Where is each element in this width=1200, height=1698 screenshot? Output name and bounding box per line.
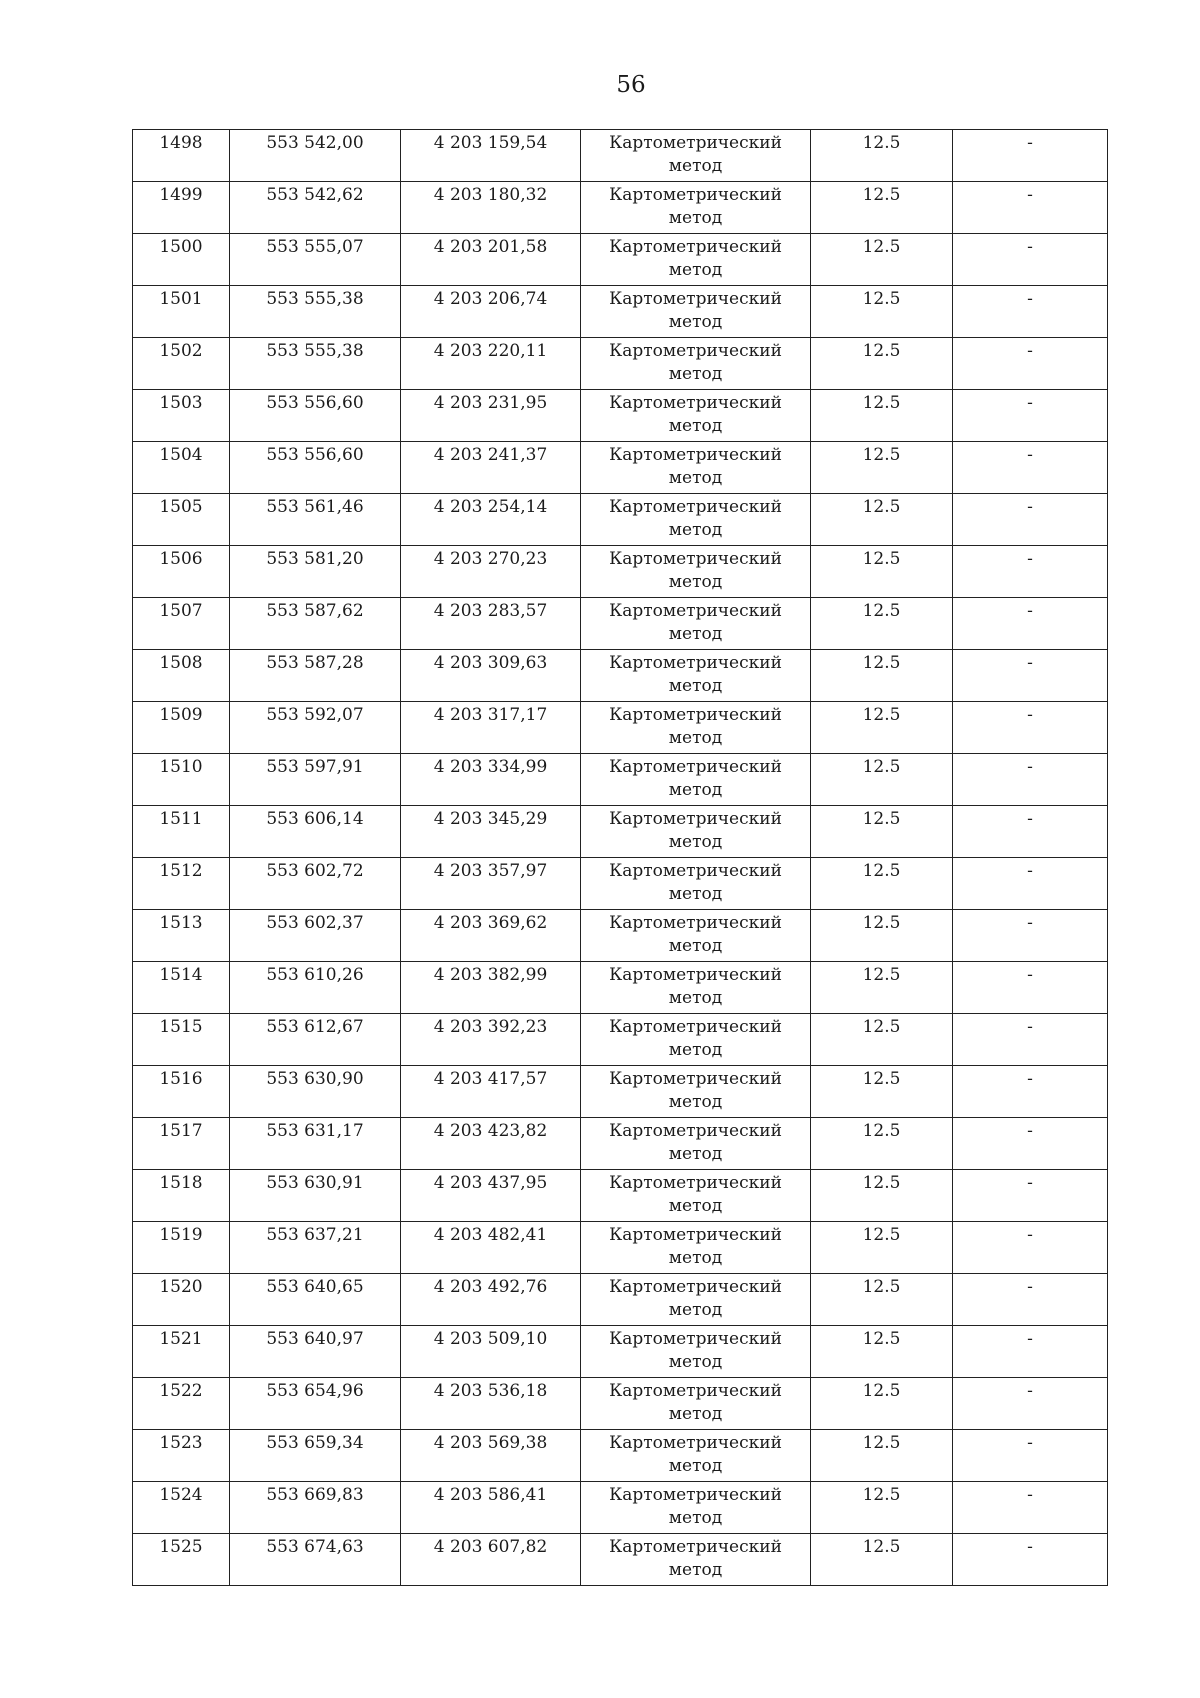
method-cell bbox=[581, 494, 811, 546]
y-coordinate-cell: 4 203 536,18 bbox=[401, 1378, 581, 1430]
point-number-cell: 1504 bbox=[133, 442, 230, 494]
table-row bbox=[133, 1274, 1108, 1326]
method-cell bbox=[581, 702, 811, 754]
description-cell: - bbox=[953, 1430, 1108, 1482]
point-number-cell: 1514 bbox=[133, 962, 230, 1014]
y-coordinate-cell: 4 203 309,63 bbox=[401, 650, 581, 702]
point-number-cell: 1518 bbox=[133, 1170, 230, 1222]
description-cell: - bbox=[953, 1170, 1108, 1222]
y-coordinate-cell: 4 203 509,10 bbox=[401, 1326, 581, 1378]
precision-cell: 12.5 bbox=[811, 1274, 953, 1326]
method-cell bbox=[581, 442, 811, 494]
method-cell bbox=[581, 1430, 811, 1482]
point-number-cell: 1510 bbox=[133, 754, 230, 806]
x-coordinate-cell: 553 542,62 bbox=[230, 182, 401, 234]
point-number-cell: 1502 bbox=[133, 338, 230, 390]
method-cell bbox=[581, 1274, 811, 1326]
x-coordinate-cell: 553 640,97 bbox=[230, 1326, 401, 1378]
precision-cell: 12.5 bbox=[811, 442, 953, 494]
y-coordinate-cell: 4 203 586,41 bbox=[401, 1482, 581, 1534]
method-line-2: метод bbox=[668, 675, 723, 696]
coordinates-table bbox=[132, 129, 1108, 1586]
method-line-1: Картометрический bbox=[609, 237, 782, 257]
method-line-1: Картометрический bbox=[609, 913, 782, 933]
point-number-cell: 1500 bbox=[133, 234, 230, 286]
method-line-2: метод bbox=[668, 207, 723, 228]
precision-cell: 12.5 bbox=[811, 806, 953, 858]
table-row bbox=[133, 910, 1108, 962]
precision-cell: 12.5 bbox=[811, 130, 953, 182]
point-number-cell: 1503 bbox=[133, 390, 230, 442]
point-number-cell: 1522 bbox=[133, 1378, 230, 1430]
method-cell bbox=[581, 546, 811, 598]
method-line-1: Картометрический bbox=[609, 1329, 782, 1349]
description-cell: - bbox=[953, 1326, 1108, 1378]
table-row bbox=[133, 1118, 1108, 1170]
method-line-2: метод bbox=[668, 1507, 723, 1528]
table-row bbox=[133, 1378, 1108, 1430]
method-cell bbox=[581, 1170, 811, 1222]
y-coordinate-cell: 4 203 334,99 bbox=[401, 754, 581, 806]
x-coordinate-cell: 553 555,38 bbox=[230, 338, 401, 390]
precision-cell: 12.5 bbox=[811, 1170, 953, 1222]
x-coordinate-cell: 553 659,34 bbox=[230, 1430, 401, 1482]
method-line-1: Картометрический bbox=[609, 809, 782, 829]
method-line-1: Картометрический bbox=[609, 1485, 782, 1505]
y-coordinate-cell: 4 203 241,37 bbox=[401, 442, 581, 494]
method-cell bbox=[581, 130, 811, 182]
table-row bbox=[133, 1482, 1108, 1534]
description-cell: - bbox=[953, 702, 1108, 754]
point-number-cell: 1515 bbox=[133, 1014, 230, 1066]
method-line-1: Картометрический bbox=[609, 1173, 782, 1193]
point-number-cell: 1523 bbox=[133, 1430, 230, 1482]
y-coordinate-cell: 4 203 159,54 bbox=[401, 130, 581, 182]
table-row bbox=[133, 338, 1108, 390]
x-coordinate-cell: 553 587,62 bbox=[230, 598, 401, 650]
method-line-2: метод bbox=[668, 727, 723, 748]
method-line-2: метод bbox=[668, 1559, 723, 1580]
method-cell bbox=[581, 806, 811, 858]
precision-cell: 12.5 bbox=[811, 962, 953, 1014]
point-number-cell: 1507 bbox=[133, 598, 230, 650]
precision-cell: 12.5 bbox=[811, 338, 953, 390]
x-coordinate-cell: 553 555,07 bbox=[230, 234, 401, 286]
table-row bbox=[133, 494, 1108, 546]
table-row bbox=[133, 390, 1108, 442]
precision-cell: 12.5 bbox=[811, 1534, 953, 1586]
y-coordinate-cell: 4 203 180,32 bbox=[401, 182, 581, 234]
x-coordinate-cell: 553 637,21 bbox=[230, 1222, 401, 1274]
method-line-1: Картометрический bbox=[609, 549, 782, 569]
point-number-cell: 1519 bbox=[133, 1222, 230, 1274]
point-number-cell: 1520 bbox=[133, 1274, 230, 1326]
y-coordinate-cell: 4 203 283,57 bbox=[401, 598, 581, 650]
point-number-cell: 1524 bbox=[133, 1482, 230, 1534]
method-line-2: метод bbox=[668, 831, 723, 852]
description-cell: - bbox=[953, 1482, 1108, 1534]
method-line-1: Картометрический bbox=[609, 1537, 782, 1557]
x-coordinate-cell: 553 630,91 bbox=[230, 1170, 401, 1222]
method-line-2: метод bbox=[668, 467, 723, 488]
y-coordinate-cell: 4 203 392,23 bbox=[401, 1014, 581, 1066]
point-number-cell: 1505 bbox=[133, 494, 230, 546]
method-line-2: метод bbox=[668, 519, 723, 540]
table-row bbox=[133, 650, 1108, 702]
method-cell bbox=[581, 1014, 811, 1066]
table-row bbox=[133, 754, 1108, 806]
y-coordinate-cell: 4 203 607,82 bbox=[401, 1534, 581, 1586]
method-line-1: Картометрический bbox=[609, 1121, 782, 1141]
method-line-2: метод bbox=[668, 779, 723, 800]
method-cell bbox=[581, 234, 811, 286]
method-cell bbox=[581, 754, 811, 806]
precision-cell: 12.5 bbox=[811, 182, 953, 234]
x-coordinate-cell: 553 674,63 bbox=[230, 1534, 401, 1586]
table-row bbox=[133, 806, 1108, 858]
method-line-2: метод bbox=[668, 987, 723, 1008]
precision-cell: 12.5 bbox=[811, 234, 953, 286]
description-cell: - bbox=[953, 442, 1108, 494]
y-coordinate-cell: 4 203 357,97 bbox=[401, 858, 581, 910]
method-line-1: Картометрический bbox=[609, 1277, 782, 1297]
precision-cell: 12.5 bbox=[811, 1014, 953, 1066]
description-cell: - bbox=[953, 858, 1108, 910]
description-cell: - bbox=[953, 182, 1108, 234]
y-coordinate-cell: 4 203 220,11 bbox=[401, 338, 581, 390]
method-line-1: Картометрический bbox=[609, 497, 782, 517]
point-number-cell: 1516 bbox=[133, 1066, 230, 1118]
precision-cell: 12.5 bbox=[811, 1430, 953, 1482]
table-row bbox=[133, 286, 1108, 338]
description-cell: - bbox=[953, 754, 1108, 806]
precision-cell: 12.5 bbox=[811, 1066, 953, 1118]
description-cell: - bbox=[953, 1534, 1108, 1586]
description-cell: - bbox=[953, 1274, 1108, 1326]
coordinates-table-body bbox=[133, 130, 1108, 1586]
description-cell: - bbox=[953, 130, 1108, 182]
description-cell: - bbox=[953, 1222, 1108, 1274]
table-row bbox=[133, 1534, 1108, 1586]
method-cell bbox=[581, 1326, 811, 1378]
y-coordinate-cell: 4 203 345,29 bbox=[401, 806, 581, 858]
page-number: 56 bbox=[616, 72, 646, 98]
y-coordinate-cell: 4 203 231,95 bbox=[401, 390, 581, 442]
method-line-2: метод bbox=[668, 1091, 723, 1112]
method-line-1: Картометрический bbox=[609, 601, 782, 621]
method-line-1: Картометрический bbox=[609, 1017, 782, 1037]
method-line-2: метод bbox=[668, 935, 723, 956]
table-row bbox=[133, 234, 1108, 286]
method-line-2: метод bbox=[668, 155, 723, 176]
method-cell bbox=[581, 286, 811, 338]
y-coordinate-cell: 4 203 492,76 bbox=[401, 1274, 581, 1326]
method-line-2: метод bbox=[668, 1455, 723, 1476]
table-row bbox=[133, 1014, 1108, 1066]
table-row bbox=[133, 1222, 1108, 1274]
precision-cell: 12.5 bbox=[811, 910, 953, 962]
description-cell: - bbox=[953, 1014, 1108, 1066]
x-coordinate-cell: 553 612,67 bbox=[230, 1014, 401, 1066]
method-line-1: Картометрический bbox=[609, 1225, 782, 1245]
description-cell: - bbox=[953, 546, 1108, 598]
method-line-2: метод bbox=[668, 1039, 723, 1060]
method-line-1: Картометрический bbox=[609, 393, 782, 413]
y-coordinate-cell: 4 203 423,82 bbox=[401, 1118, 581, 1170]
x-coordinate-cell: 553 602,37 bbox=[230, 910, 401, 962]
precision-cell: 12.5 bbox=[811, 598, 953, 650]
description-cell: - bbox=[953, 338, 1108, 390]
point-number-cell: 1513 bbox=[133, 910, 230, 962]
x-coordinate-cell: 553 654,96 bbox=[230, 1378, 401, 1430]
method-cell bbox=[581, 1222, 811, 1274]
precision-cell: 12.5 bbox=[811, 1118, 953, 1170]
method-cell bbox=[581, 858, 811, 910]
method-line-2: метод bbox=[668, 1195, 723, 1216]
table-row bbox=[133, 130, 1108, 182]
point-number-cell: 1508 bbox=[133, 650, 230, 702]
method-cell bbox=[581, 1378, 811, 1430]
y-coordinate-cell: 4 203 270,23 bbox=[401, 546, 581, 598]
point-number-cell: 1501 bbox=[133, 286, 230, 338]
method-line-1: Картометрический bbox=[609, 965, 782, 985]
x-coordinate-cell: 553 606,14 bbox=[230, 806, 401, 858]
method-line-1: Картометрический bbox=[609, 653, 782, 673]
method-line-2: метод bbox=[668, 1247, 723, 1268]
table-row bbox=[133, 1066, 1108, 1118]
y-coordinate-cell: 4 203 254,14 bbox=[401, 494, 581, 546]
method-cell bbox=[581, 338, 811, 390]
method-cell bbox=[581, 650, 811, 702]
table-row bbox=[133, 858, 1108, 910]
description-cell: - bbox=[953, 390, 1108, 442]
point-number-cell: 1499 bbox=[133, 182, 230, 234]
point-number-cell: 1509 bbox=[133, 702, 230, 754]
method-cell bbox=[581, 1066, 811, 1118]
y-coordinate-cell: 4 203 201,58 bbox=[401, 234, 581, 286]
method-line-1: Картометрический bbox=[609, 1433, 782, 1453]
method-cell bbox=[581, 962, 811, 1014]
method-line-1: Картометрический bbox=[609, 289, 782, 309]
method-cell bbox=[581, 910, 811, 962]
x-coordinate-cell: 553 555,38 bbox=[230, 286, 401, 338]
method-line-2: метод bbox=[668, 571, 723, 592]
method-line-2: метод bbox=[668, 883, 723, 904]
method-line-1: Картометрический bbox=[609, 1069, 782, 1089]
description-cell: - bbox=[953, 910, 1108, 962]
precision-cell: 12.5 bbox=[811, 1326, 953, 1378]
table-row bbox=[133, 702, 1108, 754]
precision-cell: 12.5 bbox=[811, 858, 953, 910]
method-cell bbox=[581, 1534, 811, 1586]
x-coordinate-cell: 553 587,28 bbox=[230, 650, 401, 702]
point-number-cell: 1521 bbox=[133, 1326, 230, 1378]
method-line-1: Картометрический bbox=[609, 1381, 782, 1401]
table-row bbox=[133, 546, 1108, 598]
point-number-cell: 1512 bbox=[133, 858, 230, 910]
table-row bbox=[133, 442, 1108, 494]
table-row bbox=[133, 598, 1108, 650]
description-cell: - bbox=[953, 650, 1108, 702]
description-cell: - bbox=[953, 234, 1108, 286]
table-row bbox=[133, 1430, 1108, 1482]
method-cell bbox=[581, 390, 811, 442]
precision-cell: 12.5 bbox=[811, 286, 953, 338]
x-coordinate-cell: 553 602,72 bbox=[230, 858, 401, 910]
method-line-2: метод bbox=[668, 415, 723, 436]
method-line-2: метод bbox=[668, 311, 723, 332]
x-coordinate-cell: 553 610,26 bbox=[230, 962, 401, 1014]
x-coordinate-cell: 553 556,60 bbox=[230, 442, 401, 494]
y-coordinate-cell: 4 203 482,41 bbox=[401, 1222, 581, 1274]
method-line-1: Картометрический bbox=[609, 185, 782, 205]
description-cell: - bbox=[953, 1066, 1108, 1118]
precision-cell: 12.5 bbox=[811, 754, 953, 806]
precision-cell: 12.5 bbox=[811, 494, 953, 546]
description-cell: - bbox=[953, 962, 1108, 1014]
table-row bbox=[133, 1326, 1108, 1378]
x-coordinate-cell: 553 542,00 bbox=[230, 130, 401, 182]
y-coordinate-cell: 4 203 382,99 bbox=[401, 962, 581, 1014]
x-coordinate-cell: 553 592,07 bbox=[230, 702, 401, 754]
y-coordinate-cell: 4 203 317,17 bbox=[401, 702, 581, 754]
description-cell: - bbox=[953, 286, 1108, 338]
method-line-1: Картометрический bbox=[609, 133, 782, 153]
table-row bbox=[133, 962, 1108, 1014]
method-cell bbox=[581, 1482, 811, 1534]
method-line-1: Картометрический bbox=[609, 341, 782, 361]
precision-cell: 12.5 bbox=[811, 1222, 953, 1274]
method-line-2: метод bbox=[668, 259, 723, 280]
table-row bbox=[133, 182, 1108, 234]
method-line-2: метод bbox=[668, 1143, 723, 1164]
point-number-cell: 1525 bbox=[133, 1534, 230, 1586]
precision-cell: 12.5 bbox=[811, 650, 953, 702]
precision-cell: 12.5 bbox=[811, 1482, 953, 1534]
method-line-1: Картометрический bbox=[609, 445, 782, 465]
x-coordinate-cell: 553 631,17 bbox=[230, 1118, 401, 1170]
description-cell: - bbox=[953, 1118, 1108, 1170]
method-cell bbox=[581, 182, 811, 234]
x-coordinate-cell: 553 630,90 bbox=[230, 1066, 401, 1118]
point-number-cell: 1498 bbox=[133, 130, 230, 182]
method-cell bbox=[581, 1118, 811, 1170]
method-line-2: метод bbox=[668, 1403, 723, 1424]
x-coordinate-cell: 553 581,20 bbox=[230, 546, 401, 598]
point-number-cell: 1506 bbox=[133, 546, 230, 598]
precision-cell: 12.5 bbox=[811, 390, 953, 442]
description-cell: - bbox=[953, 806, 1108, 858]
y-coordinate-cell: 4 203 206,74 bbox=[401, 286, 581, 338]
description-cell: - bbox=[953, 1378, 1108, 1430]
method-line-2: метод bbox=[668, 363, 723, 384]
y-coordinate-cell: 4 203 569,38 bbox=[401, 1430, 581, 1482]
point-number-cell: 1511 bbox=[133, 806, 230, 858]
x-coordinate-cell: 553 669,83 bbox=[230, 1482, 401, 1534]
method-line-1: Картометрический bbox=[609, 757, 782, 777]
point-number-cell: 1517 bbox=[133, 1118, 230, 1170]
method-line-2: метод bbox=[668, 1299, 723, 1320]
table-row bbox=[133, 1170, 1108, 1222]
x-coordinate-cell: 553 556,60 bbox=[230, 390, 401, 442]
method-line-2: метод bbox=[668, 623, 723, 644]
y-coordinate-cell: 4 203 417,57 bbox=[401, 1066, 581, 1118]
precision-cell: 12.5 bbox=[811, 546, 953, 598]
method-line-1: Картометрический bbox=[609, 861, 782, 881]
precision-cell: 12.5 bbox=[811, 702, 953, 754]
y-coordinate-cell: 4 203 369,62 bbox=[401, 910, 581, 962]
x-coordinate-cell: 553 597,91 bbox=[230, 754, 401, 806]
method-line-2: метод bbox=[668, 1351, 723, 1372]
x-coordinate-cell: 553 640,65 bbox=[230, 1274, 401, 1326]
description-cell: - bbox=[953, 494, 1108, 546]
method-line-1: Картометрический bbox=[609, 705, 782, 725]
y-coordinate-cell: 4 203 437,95 bbox=[401, 1170, 581, 1222]
method-cell bbox=[581, 598, 811, 650]
description-cell: - bbox=[953, 598, 1108, 650]
precision-cell: 12.5 bbox=[811, 1378, 953, 1430]
x-coordinate-cell: 553 561,46 bbox=[230, 494, 401, 546]
